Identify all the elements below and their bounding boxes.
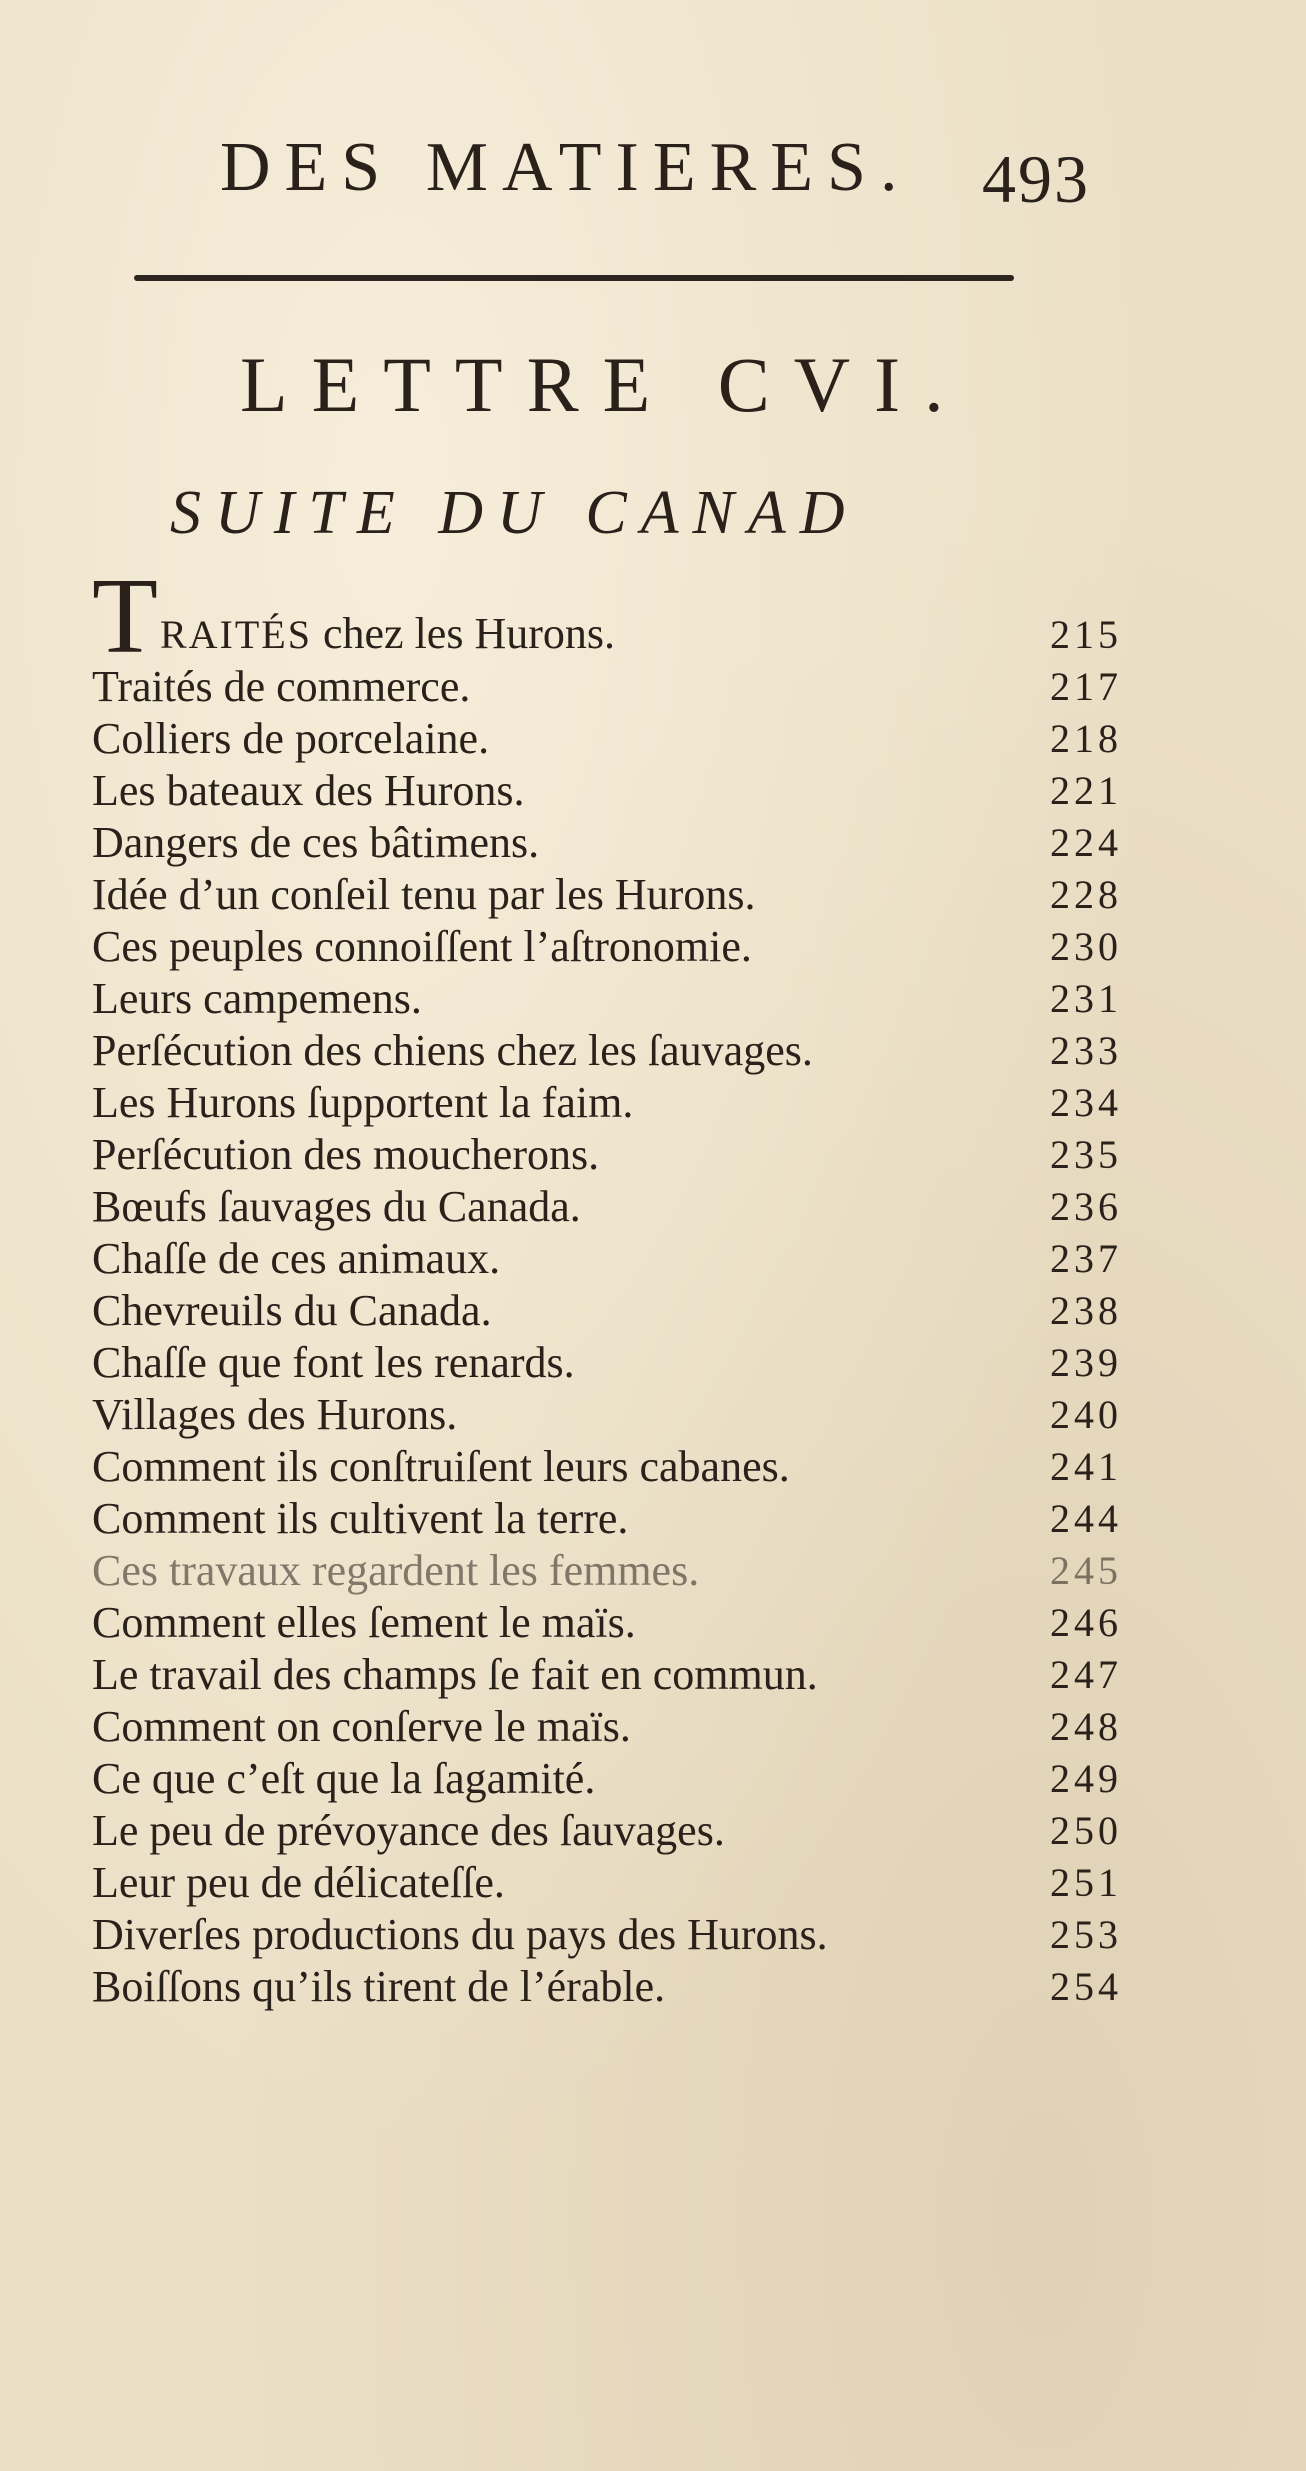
running-head: [220, 118, 1120, 217]
toc-entry: [92, 1598, 1122, 1648]
toc-entry: [92, 1754, 1122, 1804]
toc-entry: [92, 1078, 1122, 1128]
toc-entry-page: 233: [1050, 1028, 1122, 1073]
toc-entry: [92, 1234, 1122, 1284]
toc-entry-text: Comment on conſerve le maïs.: [92, 1702, 631, 1751]
toc-entry-text: Perſécution des chiens chez les ſauvages.: [92, 1026, 813, 1075]
toc-entry-page: 248: [1050, 1704, 1122, 1749]
toc-entry: [92, 1702, 1122, 1752]
toc-entry: [92, 1806, 1122, 1856]
toc-entry: [92, 1910, 1122, 1960]
toc-entry: [92, 818, 1122, 868]
toc-entry-page: 215: [1050, 612, 1122, 657]
toc-entry-page: 244: [1050, 1496, 1122, 1541]
toc-entry-text: Bœufs ſauvages du Canada.: [92, 1182, 581, 1231]
toc-entry: [92, 1286, 1122, 1336]
toc-entry: [92, 1494, 1122, 1544]
toc-entry: [92, 1026, 1122, 1076]
toc-entry-text: Boiſſons qu’ils tirent de l’érable.: [92, 1962, 666, 2011]
page-number: 493: [982, 141, 1090, 217]
toc-entry: [92, 1130, 1122, 1180]
toc-entry-text: Traités de commerce.: [92, 662, 471, 711]
letter-title: LETTRE CVI.: [240, 341, 968, 428]
toc-entry: [92, 922, 1122, 972]
toc-entry-text: Comment ils conſtruiſent leurs cabanes.: [92, 1442, 790, 1491]
toc-entry: [92, 870, 1122, 920]
toc-entry-text: Dangers de ces bâtimens.: [92, 818, 540, 867]
toc-entry-page: 241: [1050, 1444, 1122, 1489]
toc-entry-page: 234: [1050, 1080, 1122, 1125]
toc-entry-page: 238: [1050, 1288, 1122, 1333]
toc-entry-page: 250: [1050, 1808, 1122, 1853]
toc-entry-page: 249: [1050, 1756, 1122, 1801]
drop-cap: T: [92, 557, 158, 676]
toc-entry: [92, 662, 1122, 712]
toc-entry: [92, 974, 1122, 1024]
toc-entry-text: Les bateaux des Hurons.: [92, 766, 525, 815]
toc-entry-text: [92, 557, 615, 676]
toc-entry-text: Comment elles ſement le maïs.: [92, 1598, 636, 1647]
section-subtitle: SUITE DU CANAD: [170, 479, 859, 547]
small-caps-word: RAITÉS: [159, 612, 312, 657]
toc-entry: [92, 1182, 1122, 1232]
toc-entry-text: Ces peuples connoiſſent l’aſtronomie.: [92, 922, 752, 971]
toc-entry-page: 236: [1050, 1184, 1122, 1229]
toc-entry-page: 239: [1050, 1340, 1122, 1385]
toc-entry-text: Le travail des champs ſe fait en commun.: [92, 1650, 818, 1699]
toc-entry: [92, 1650, 1122, 1700]
toc-entry-text: Chaſſe de ces animaux.: [92, 1234, 501, 1283]
toc-entry: [92, 1442, 1122, 1492]
toc-entry-text: Le peu de prévoyance des ſauvages.: [92, 1806, 725, 1855]
toc-entry: [92, 1338, 1122, 1388]
toc-entry-page: 251: [1050, 1860, 1122, 1905]
toc-entry-text: Diverſes productions du pays des Hurons.: [92, 1910, 828, 1959]
toc-entry-page: 246: [1050, 1600, 1122, 1645]
toc-entry-page: 254: [1050, 1964, 1122, 2009]
toc-entry-page: 228: [1050, 872, 1122, 917]
toc-entry: [92, 1546, 1122, 1596]
toc-entry: [92, 1962, 1122, 2012]
toc-entry-page: 253: [1050, 1912, 1122, 1957]
toc-entry-page: 247: [1050, 1652, 1122, 1697]
toc-entry-text: Perſécution des moucherons.: [92, 1130, 600, 1179]
toc-entry-page: 245: [1050, 1548, 1122, 1593]
toc-entry-text: Ces travaux regardent les femmes.: [92, 1546, 700, 1595]
toc-entry: [92, 714, 1122, 764]
toc-entry: [92, 1390, 1122, 1440]
toc-entry-page: 231: [1050, 976, 1122, 1021]
toc-entry-text: Villages des Hurons.: [92, 1390, 458, 1439]
toc-entry-text: Ce que c’eſt que la ſagamité.: [92, 1754, 596, 1803]
toc-entry: [92, 766, 1122, 816]
toc-entry-text: Chaſſe que font les renards.: [92, 1338, 575, 1387]
toc-entry-page: 237: [1050, 1236, 1122, 1281]
toc-entry-page: 217: [1050, 664, 1122, 709]
toc-entry-page: 230: [1050, 924, 1122, 969]
toc-entry-text: Idée d’un conſeil tenu par les Hurons.: [92, 870, 756, 919]
toc-entry-text: Colliers de porcelaine.: [92, 714, 490, 763]
entry-text-tail: chez les Hurons.: [311, 609, 615, 658]
toc-entry-text: Leur peu de délicateſſe.: [92, 1858, 505, 1907]
toc-entry-text: Chevreuils du Canada.: [92, 1286, 492, 1335]
toc-entry: [92, 1858, 1122, 1908]
toc-entry-text: Les Hurons ſupportent la faim.: [92, 1078, 634, 1127]
toc-entry-text: Leurs campemens.: [92, 974, 422, 1023]
toc-entry-page: 235: [1050, 1132, 1122, 1177]
toc-entry-page: 224: [1050, 820, 1122, 865]
toc-entry-page: 218: [1050, 716, 1122, 761]
toc-entry-page: 221: [1050, 768, 1122, 813]
toc-entry-page: 240: [1050, 1392, 1122, 1437]
toc-entry-text: Comment ils cultivent la terre.: [92, 1494, 629, 1543]
toc-entry: [92, 557, 1122, 676]
running-title: DES MATIERES.: [220, 129, 912, 206]
header-rule: [134, 275, 1014, 281]
